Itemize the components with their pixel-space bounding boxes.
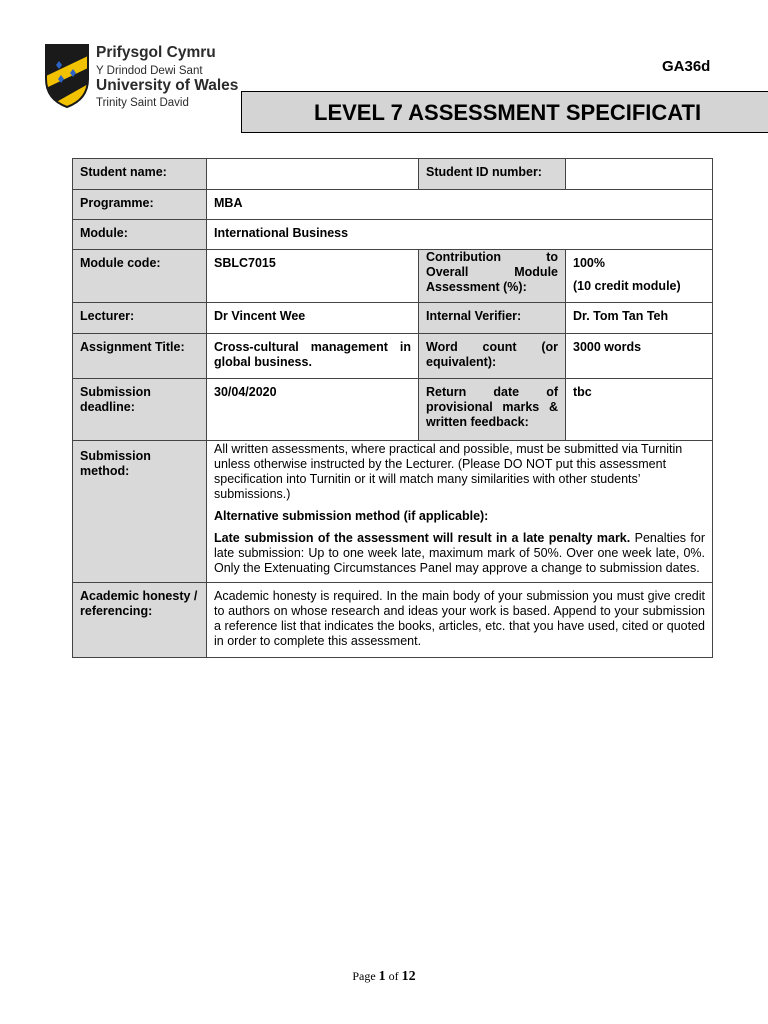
assessment-spec-table xyxy=(72,158,713,658)
table-row xyxy=(73,250,713,303)
module-code-label: Module code: xyxy=(73,250,207,303)
university-logo xyxy=(44,43,239,111)
method-label: Submission method: xyxy=(73,441,207,583)
method-cell xyxy=(207,441,713,583)
late-policy-heading: Late submission of the assessment will result in a late penalty mark. xyxy=(214,531,631,545)
honesty-text: Academic honesty is required. In the main body of your submission you must give credit to authors on whose research and ideas your work is based. Append to your submission a reference list that indicates the books, articles, etc. that you have used, cited or quoted in order to complete this assessment. xyxy=(207,583,713,658)
word-count-value: 3000 words xyxy=(566,334,713,379)
programme-value: MBA xyxy=(207,190,713,220)
page-current: 1 xyxy=(378,969,386,984)
contribution-value: 100% xyxy=(573,256,605,270)
module-value: International Business xyxy=(207,220,713,250)
assignment-title-value: Cross-cultural management in global business. xyxy=(207,334,419,379)
module-code-value: SBLC7015 xyxy=(207,250,419,303)
module-label: Module: xyxy=(73,220,207,250)
logo-text-line1: Prifysgol Cymru xyxy=(96,44,216,61)
deadline-value: 30/04/2020 xyxy=(207,379,419,441)
table-row xyxy=(73,583,713,658)
title-banner xyxy=(241,91,768,133)
student-name-label: Student name: xyxy=(73,159,207,190)
logo-text-line2: Y Drindod Dewi Sant xyxy=(96,65,203,77)
page-total: 12 xyxy=(401,969,416,984)
table-row xyxy=(73,334,713,379)
logo-text-line4: Trinity Saint David xyxy=(96,97,189,109)
page-title: LEVEL 7 ASSESSMENT SPECIFICATI xyxy=(314,100,702,125)
student-name-field[interactable] xyxy=(207,159,419,190)
table-row xyxy=(73,379,713,441)
logo-text-line3: University of Wales xyxy=(96,77,239,94)
deadline-label: Submission deadline: xyxy=(73,379,207,441)
of-word: of xyxy=(388,969,399,983)
contribution-note: (10 credit module) xyxy=(573,279,681,293)
contribution-cell xyxy=(566,250,713,303)
return-date-value: tbc xyxy=(566,379,713,441)
word-count-label: Word count (or equivalent): xyxy=(419,334,566,379)
page-footer xyxy=(0,969,768,985)
document-code: GA36d xyxy=(662,58,711,75)
assignment-title-label: Assignment Title: xyxy=(73,334,207,379)
method-text: All written assessments, where practical and possible, must be submitted via Turnitin unless otherwise instructed by the Lecturer. (Please DO NOT put this assessment specification into Turnitin or it will match many similarities with other students’ submissions.) xyxy=(214,442,683,501)
table-row xyxy=(73,190,713,220)
table-row xyxy=(73,441,713,583)
verifier-label: Internal Verifier: xyxy=(419,303,566,334)
verifier-value: Dr. Tom Tan Teh xyxy=(566,303,713,334)
table-row xyxy=(73,303,713,334)
return-date-label: Return date of provisional marks & written feedback: xyxy=(419,379,566,441)
shield-crest-icon xyxy=(44,43,90,109)
table-row xyxy=(73,159,713,190)
alt-method-text: Alternative submission method (if applicable): xyxy=(214,509,489,523)
student-id-field[interactable] xyxy=(566,159,713,190)
programme-label: Programme: xyxy=(73,190,207,220)
contribution-label: Contribution to Overall Module Assessment (%): xyxy=(419,250,566,303)
student-id-label: Student ID number: xyxy=(419,159,566,190)
lecturer-label: Lecturer: xyxy=(73,303,207,334)
late-policy-text: Penalties for late submission: Up to one week late, maximum mark of 50%. Over one week late, 0%. Only the Extenuating Circumstances Panel may approve a change to submission dates. xyxy=(214,531,705,575)
honesty-label: Academic honesty / referencing: xyxy=(73,583,207,658)
page-word: Page xyxy=(352,969,376,983)
late-policy xyxy=(214,531,705,576)
table-row xyxy=(73,220,713,250)
lecturer-value: Dr Vincent Wee xyxy=(207,303,419,334)
